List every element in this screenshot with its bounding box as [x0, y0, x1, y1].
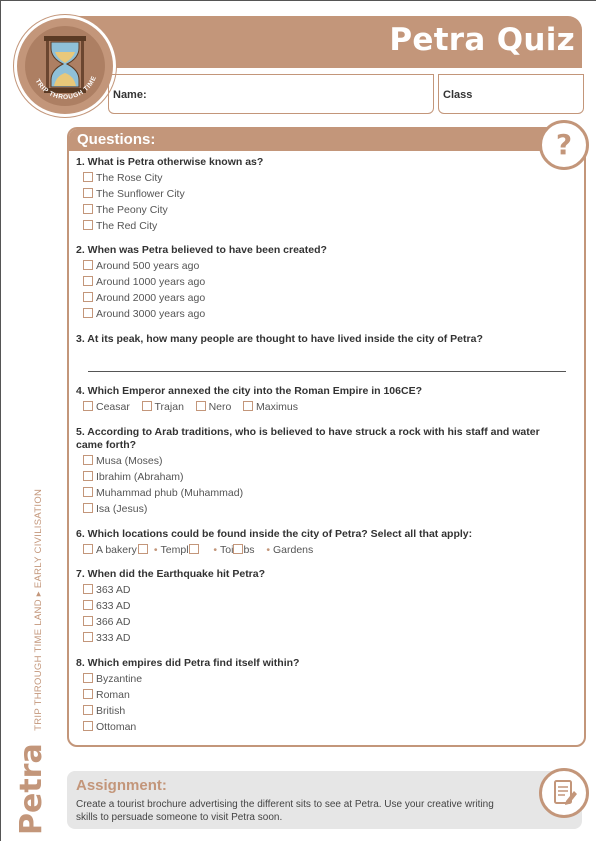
- option-label: Around 500 years ago: [96, 260, 200, 272]
- question-5: 5. According to Arab traditions, who is believed to have struck a rock with his staff and water came forth?: [76, 426, 540, 451]
- option-label: Muhammad phub (Muhammad): [96, 487, 244, 499]
- option-label: A bakery: [96, 544, 137, 556]
- option-row: A bakery • Templ • Toi bs • Gardens: [83, 543, 313, 557]
- student-info-row: [62, 68, 582, 114]
- checkbox[interactable]: [138, 544, 148, 554]
- option-label: The Peony City: [96, 204, 168, 216]
- option-label: Gardens: [273, 544, 314, 556]
- question-6: 6. Which locations could be found inside the city of Petra? Select all that apply:: [76, 528, 473, 540]
- checkbox[interactable]: [83, 632, 93, 642]
- option-label: Maximus: [256, 401, 299, 413]
- assignment-heading: Assignment:: [76, 777, 167, 794]
- checkbox[interactable]: [83, 220, 93, 230]
- option[interactable]: [83, 502, 147, 516]
- class-label: Class: [443, 89, 473, 101]
- option-label: Toi: [220, 544, 234, 556]
- option[interactable]: [83, 291, 205, 305]
- checkbox[interactable]: [83, 487, 93, 497]
- option-label: bs: [243, 544, 255, 556]
- checkbox[interactable]: [83, 673, 93, 683]
- checkbox[interactable]: [83, 721, 93, 731]
- question-3: 3. At its peak, how many people are thought to have lived inside the city of Petra?: [76, 333, 483, 345]
- option[interactable]: [83, 704, 125, 718]
- option[interactable]: [83, 187, 185, 201]
- questions-header: [69, 129, 584, 151]
- option-label: Ceasar: [96, 401, 130, 413]
- option-label: Musa (Moses): [96, 455, 163, 467]
- document-pencil-icon: [539, 768, 589, 818]
- option-label: Around 2000 years ago: [96, 292, 206, 304]
- checkbox[interactable]: [83, 503, 93, 513]
- option-label: The Rose City: [96, 172, 163, 184]
- option-label: The Sunflower City: [96, 188, 185, 200]
- option[interactable]: [83, 544, 137, 556]
- assignment-panel: [67, 771, 582, 829]
- checkbox[interactable]: [83, 260, 93, 270]
- option-label: The Red City: [96, 220, 158, 232]
- checkbox[interactable]: [83, 616, 93, 626]
- option[interactable]: [83, 470, 184, 484]
- class-field[interactable]: [438, 74, 584, 114]
- option[interactable]: [83, 672, 142, 686]
- option[interactable]: [196, 401, 232, 413]
- name-label: Name:: [113, 89, 147, 101]
- option-label: Roman: [96, 689, 130, 701]
- option-label: Nero: [208, 401, 232, 413]
- checkbox[interactable]: [196, 401, 206, 411]
- checkbox[interactable]: [83, 308, 93, 318]
- option[interactable]: [243, 401, 298, 413]
- name-field[interactable]: [108, 74, 434, 114]
- option[interactable]: [161, 544, 189, 556]
- option[interactable]: [83, 486, 243, 500]
- option[interactable]: [83, 171, 163, 185]
- option[interactable]: [83, 615, 130, 629]
- question-7: 7. When did the Earthquake hit Petra?: [76, 568, 266, 580]
- question-1: 1. What is Petra otherwise known as?: [76, 156, 264, 168]
- checkbox[interactable]: [83, 276, 93, 286]
- answer-line[interactable]: [88, 371, 566, 372]
- checkbox[interactable]: [83, 689, 93, 699]
- option-label: Around 3000 years ago: [96, 308, 206, 320]
- option[interactable]: [83, 307, 205, 321]
- checkbox[interactable]: [83, 292, 93, 302]
- question-2: 2. When was Petra believed to have been created?: [76, 244, 327, 256]
- option-label: 333 AD: [96, 632, 131, 644]
- question-8: 8. Which empires did Petra find itself within?: [76, 657, 300, 669]
- checkbox[interactable]: [83, 600, 93, 610]
- option-label: Byzantine: [96, 673, 143, 685]
- option[interactable]: [273, 544, 313, 556]
- checkbox[interactable]: [83, 705, 93, 715]
- option-row: [83, 400, 298, 414]
- option[interactable]: [142, 401, 184, 413]
- option[interactable]: [83, 219, 157, 233]
- option[interactable]: [220, 544, 255, 556]
- option-label: Isa (Jesus): [96, 503, 148, 515]
- option-label: 363 AD: [96, 584, 131, 596]
- option[interactable]: [83, 688, 130, 702]
- questions-heading: Questions:: [77, 131, 156, 148]
- side-title-sub: TRIP THROUGH TIME LAND ▸ EARLY CIVILISATION: [33, 488, 44, 731]
- page-title: Petra Quiz: [389, 22, 575, 58]
- checkbox[interactable]: [142, 401, 152, 411]
- checkbox[interactable]: [243, 401, 253, 411]
- question-4: 4. Which Emperor annexed the city into the Roman Empire in 106CE?: [76, 385, 422, 397]
- checkbox[interactable]: [83, 401, 93, 411]
- option[interactable]: [83, 203, 168, 217]
- checkbox[interactable]: [83, 204, 93, 214]
- checkbox[interactable]: [83, 544, 93, 554]
- option-label: 366 AD: [96, 616, 131, 628]
- option-label: Templ: [160, 544, 189, 556]
- checkbox[interactable]: [233, 544, 243, 554]
- option[interactable]: [83, 631, 130, 645]
- assignment-text: Create a tourist brochure advertising the different sits to see at Petra. Use your creative writing skills to persuade someone to visit Petra soon.: [76, 799, 494, 823]
- option[interactable]: [83, 454, 163, 468]
- checkbox[interactable]: [83, 471, 93, 481]
- checkbox[interactable]: [83, 584, 93, 594]
- option-label: Trajan: [154, 401, 184, 413]
- option-label: Around 1000 years ago: [96, 276, 206, 288]
- option[interactable]: [83, 259, 199, 273]
- side-title: [14, 489, 49, 835]
- option[interactable]: [83, 275, 205, 289]
- checkbox[interactable]: [83, 455, 93, 465]
- option-label: Ottoman: [96, 721, 137, 733]
- logo-text: TRIP THROUGH TIME: [33, 74, 99, 102]
- checkbox[interactable]: [83, 172, 93, 182]
- option[interactable]: [83, 599, 130, 613]
- option[interactable]: [83, 401, 130, 413]
- checkbox[interactable]: [189, 544, 199, 554]
- option[interactable]: [83, 720, 136, 734]
- side-title-main: Petra: [14, 743, 49, 835]
- question-mark-icon: ?: [539, 120, 589, 170]
- option-label: Ibrahim (Abraham): [96, 471, 184, 483]
- option-label: 633 AD: [96, 600, 131, 612]
- option[interactable]: [83, 583, 130, 597]
- checkbox[interactable]: [83, 188, 93, 198]
- option-label: British: [96, 705, 126, 717]
